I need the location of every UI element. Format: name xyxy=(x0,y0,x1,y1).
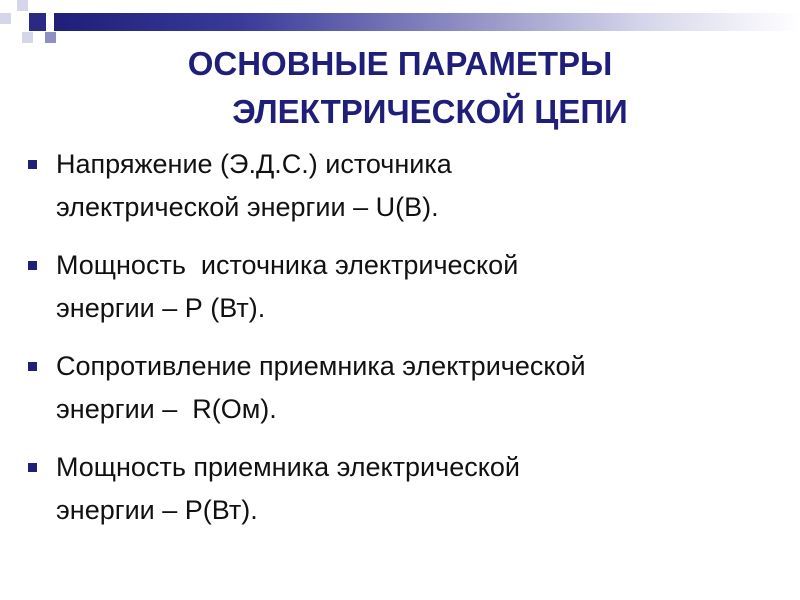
list-item xyxy=(26,446,766,532)
bullet-text-line: Мощность приемника электрической xyxy=(56,452,520,482)
bullet-text-line: Сопротивление приемника электрической xyxy=(56,351,586,381)
bullet-text-line: энергии – Р (Вт). xyxy=(56,293,266,323)
decor-square xyxy=(29,13,46,31)
square-bullet-icon xyxy=(28,463,37,472)
slide-title xyxy=(60,40,740,136)
header-gradient-bar xyxy=(54,13,800,31)
list-item xyxy=(26,345,766,431)
bullet-text-line: энергии – R(Ом). xyxy=(56,394,277,424)
list-item xyxy=(26,244,766,330)
bullet-text-line: Напряжение (Э.Д.С.) источника xyxy=(56,149,452,179)
slide-title-line-1: ОСНОВНЫЕ ПАРАМЕТРЫ xyxy=(187,45,613,82)
bullet-text-line: электрической энергии – U(В). xyxy=(56,192,439,222)
square-bullet-icon xyxy=(28,261,37,270)
decor-square xyxy=(0,13,11,24)
bullet-list xyxy=(26,143,766,547)
square-bullet-icon xyxy=(28,362,37,371)
bullet-text-line: энергии – Р(Вт). xyxy=(56,495,258,525)
list-item xyxy=(26,143,766,229)
decor-square xyxy=(17,0,28,11)
square-bullet-icon xyxy=(28,160,37,169)
decor-square xyxy=(22,32,33,43)
bullet-text-line: Мощность источника электрической xyxy=(56,250,519,280)
decor-square xyxy=(45,32,56,43)
slide-title-line-2: ЭЛЕКТРИЧЕСКОЙ ЦЕПИ xyxy=(232,93,628,130)
